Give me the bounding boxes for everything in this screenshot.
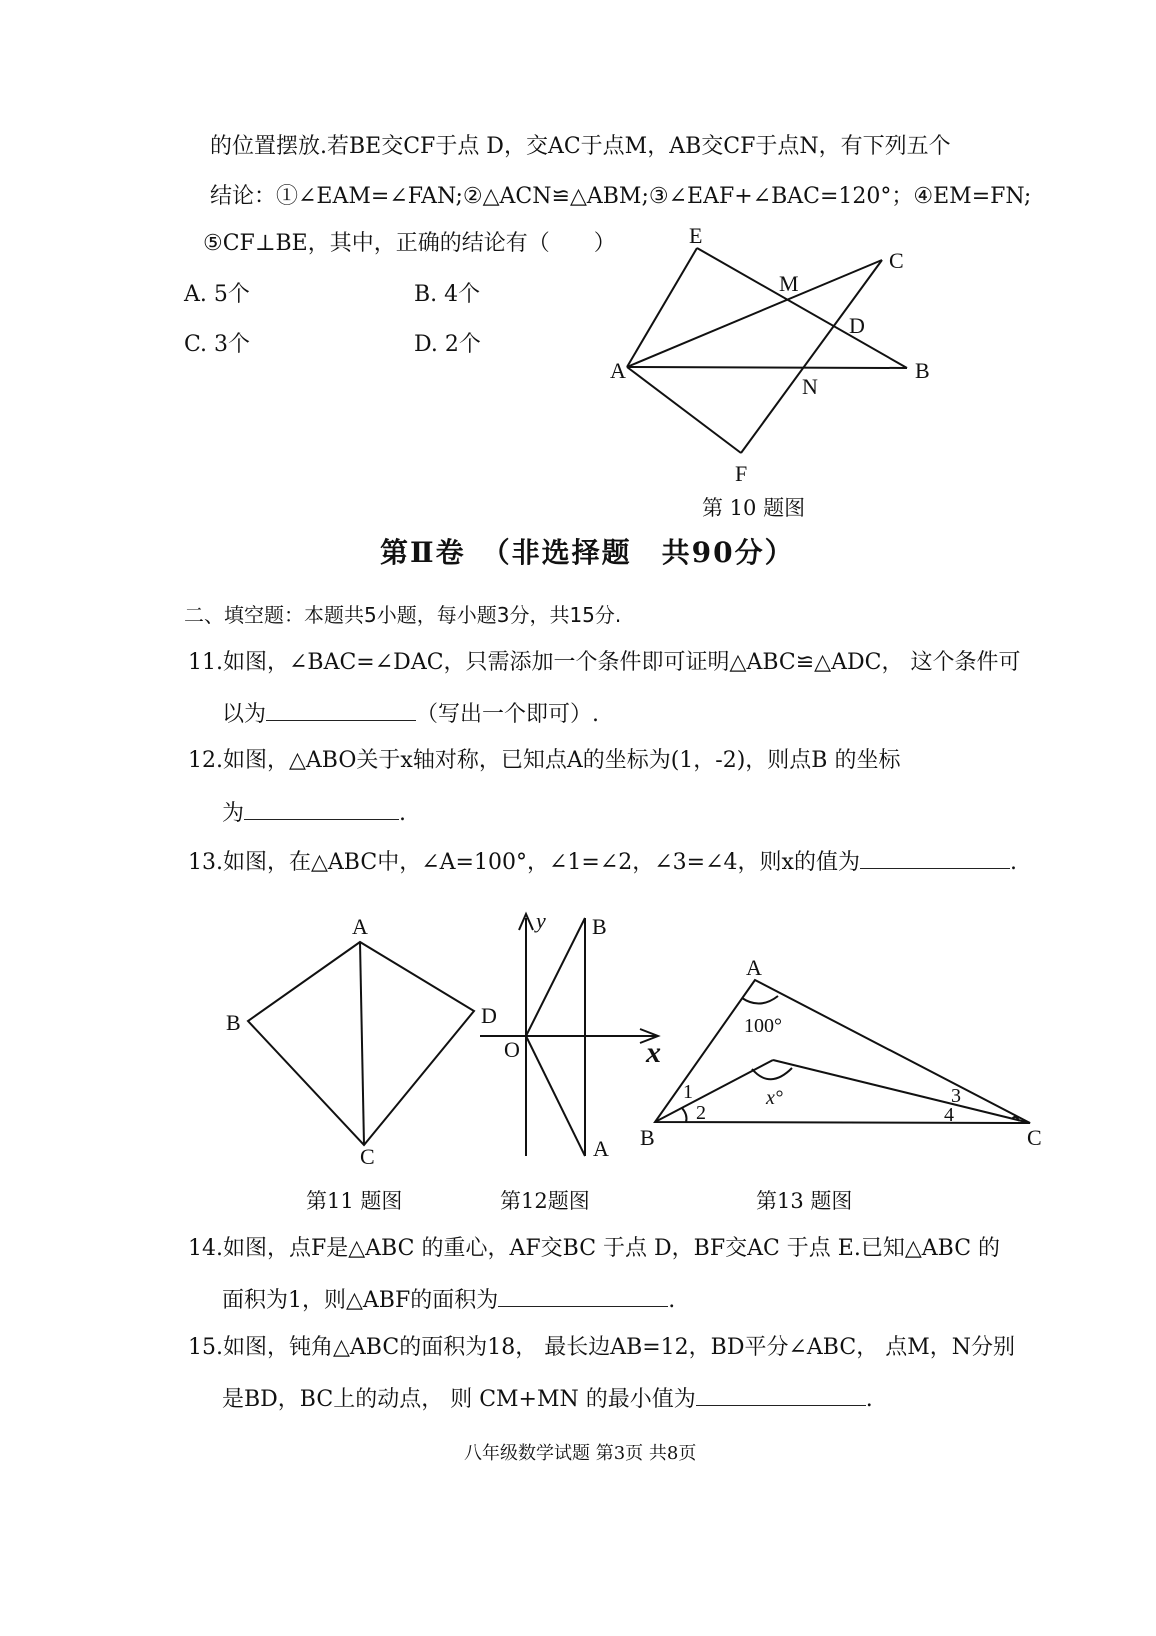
q10-option-a: A. 5个: [184, 282, 250, 307]
q15-line-2: [222, 1383, 873, 1415]
q13-suffix: .: [1009, 850, 1017, 875]
q11-prefix: 以为: [222, 702, 267, 727]
q10-option-c: C. 3个: [184, 332, 251, 357]
fig13-caption: 第13 题图: [756, 1189, 853, 1213]
fig10-label-m: M: [779, 271, 799, 296]
fig13-angle-1: 1: [683, 1081, 693, 1103]
fig13-angle-4: 4: [944, 1104, 954, 1126]
fig12-label-x: x: [646, 1036, 661, 1069]
fig13-angle-2: 2: [696, 1102, 706, 1124]
q12-prefix: 为: [222, 801, 245, 826]
fig13-angle-x: x°: [766, 1087, 783, 1109]
fig13-angle-100: 100°: [744, 1015, 782, 1037]
q11-suffix: （写出一个即可）.: [416, 702, 600, 727]
q14-suffix: .: [668, 1288, 676, 1313]
q15-line-1: 15.如图，钝角△ABC的面积为18， 最长边AB=12，BD平分∠ABC， 点M，N分别: [188, 1335, 1015, 1360]
y-axis-arrow: [519, 914, 533, 930]
section-title: 第Ⅱ卷 （非选择题 共90分）: [380, 536, 795, 569]
angle-c-arc: [1012, 1117, 1019, 1121]
section-heading: 二、填空题：本题共5小题，每小题3分，共15分.: [184, 603, 622, 627]
q10-line-2: 结论：①∠EAM=∠FAN;②△ACN≌△ABM;③∠EAF+∠BAC=120°；④EM=FN;: [210, 184, 1032, 209]
segment-o-c: [773, 1060, 1030, 1123]
fig13-angle-3: 3: [951, 1085, 961, 1107]
segment-af: [627, 367, 741, 453]
q14-answer-blank[interactable]: [498, 1284, 668, 1307]
figure-13: [655, 980, 1030, 1123]
fig12-label-o: O: [504, 1037, 520, 1062]
page-footer: 八年级数学试题 第3页 共8页: [464, 1443, 697, 1464]
figure-12: [480, 914, 658, 1156]
angle-x-arc: [752, 1068, 792, 1079]
q14-line-2: [222, 1284, 675, 1316]
fig12-label-b: B: [592, 914, 607, 939]
q12-suffix: .: [399, 801, 407, 826]
fig10-label-f: F: [735, 461, 748, 486]
q14-prefix: 面积为1，则△ABF的面积为: [222, 1288, 499, 1313]
fig13-label-b: B: [640, 1125, 655, 1150]
fig10-label-b: B: [915, 358, 930, 383]
q10-line-1: 的位置摆放.若BE交CF于点 D，交AC于点M，AB交CF于点N，有下列五个: [210, 134, 951, 159]
fig10-caption: 第 10 题图: [702, 496, 806, 520]
figure-11: [248, 942, 474, 1145]
segment-b-o: [655, 1060, 773, 1122]
segment-ac: [627, 260, 882, 367]
fig11-label-c: C: [360, 1144, 375, 1169]
segment-ob: [526, 918, 585, 1036]
q12-answer-blank[interactable]: [244, 797, 399, 820]
fig12-label-y: y: [536, 908, 546, 933]
segment-ae: [627, 248, 697, 367]
fig10-label-e: E: [689, 223, 703, 248]
fig13-label-c: C: [1027, 1125, 1042, 1150]
fig11-caption: 第11 题图: [306, 1189, 403, 1213]
fig11-label-d: D: [481, 1003, 497, 1028]
q15-answer-blank[interactable]: [696, 1383, 866, 1406]
q13-text: 13.如图，在△ABC中，∠A=100°，∠1=∠2，∠3=∠4，则x的值为: [188, 850, 860, 875]
angle-a-arc: [742, 996, 778, 1004]
fig10-label-d: D: [849, 313, 865, 338]
q10-line-3: ⑤CF⊥BE，其中，正确的结论有（ ）: [203, 231, 616, 256]
q10-option-b: B. 4个: [414, 282, 481, 307]
fig13-label-a: A: [746, 955, 762, 980]
q11-answer-blank[interactable]: [266, 698, 416, 721]
q12-line-2: [222, 797, 406, 829]
q13-answer-blank[interactable]: [860, 846, 1010, 869]
segment-ab: [627, 367, 907, 368]
q11-line-2: [222, 698, 599, 730]
fig10-label-c: C: [889, 248, 904, 273]
fig12-label-a: A: [593, 1136, 609, 1161]
fig10-label-n: N: [802, 374, 818, 399]
q10-option-d: D. 2个: [414, 332, 481, 357]
fig11-label-b: B: [226, 1010, 241, 1035]
fig10-label-a: A: [610, 358, 626, 383]
q12-line-1: 12.如图，△ABO关于x轴对称，已知点A的坐标为(1，-2)，则点B 的坐标: [188, 748, 901, 773]
angle-b-arc: [682, 1108, 687, 1122]
segment-ac: [360, 942, 364, 1145]
segment-eb: [697, 248, 907, 368]
q11-line-1: 11.如图，∠BAC=∠DAC，只需添加一个条件即可证明△ABC≌△ADC， 这个条件可: [188, 650, 1021, 675]
q15-prefix: 是BD，BC上的动点， 则 CM+MN 的最小值为: [222, 1387, 696, 1412]
segment-oa: [526, 1036, 585, 1156]
fig11-label-a: A: [352, 914, 368, 939]
triangle-abc: [655, 980, 1030, 1123]
q13-line-1: [188, 846, 1017, 878]
q15-suffix: .: [865, 1387, 873, 1412]
segment-cf: [741, 260, 882, 453]
x-axis-arrow: [640, 1029, 658, 1043]
quad-abcd: [248, 942, 474, 1145]
q14-line-1: 14.如图，点F是△ABC 的重心，AF交BC 于点 D，BF交AC 于点 E.已知△ABC 的: [188, 1236, 1001, 1261]
fig12-caption: 第12题图: [500, 1189, 590, 1213]
